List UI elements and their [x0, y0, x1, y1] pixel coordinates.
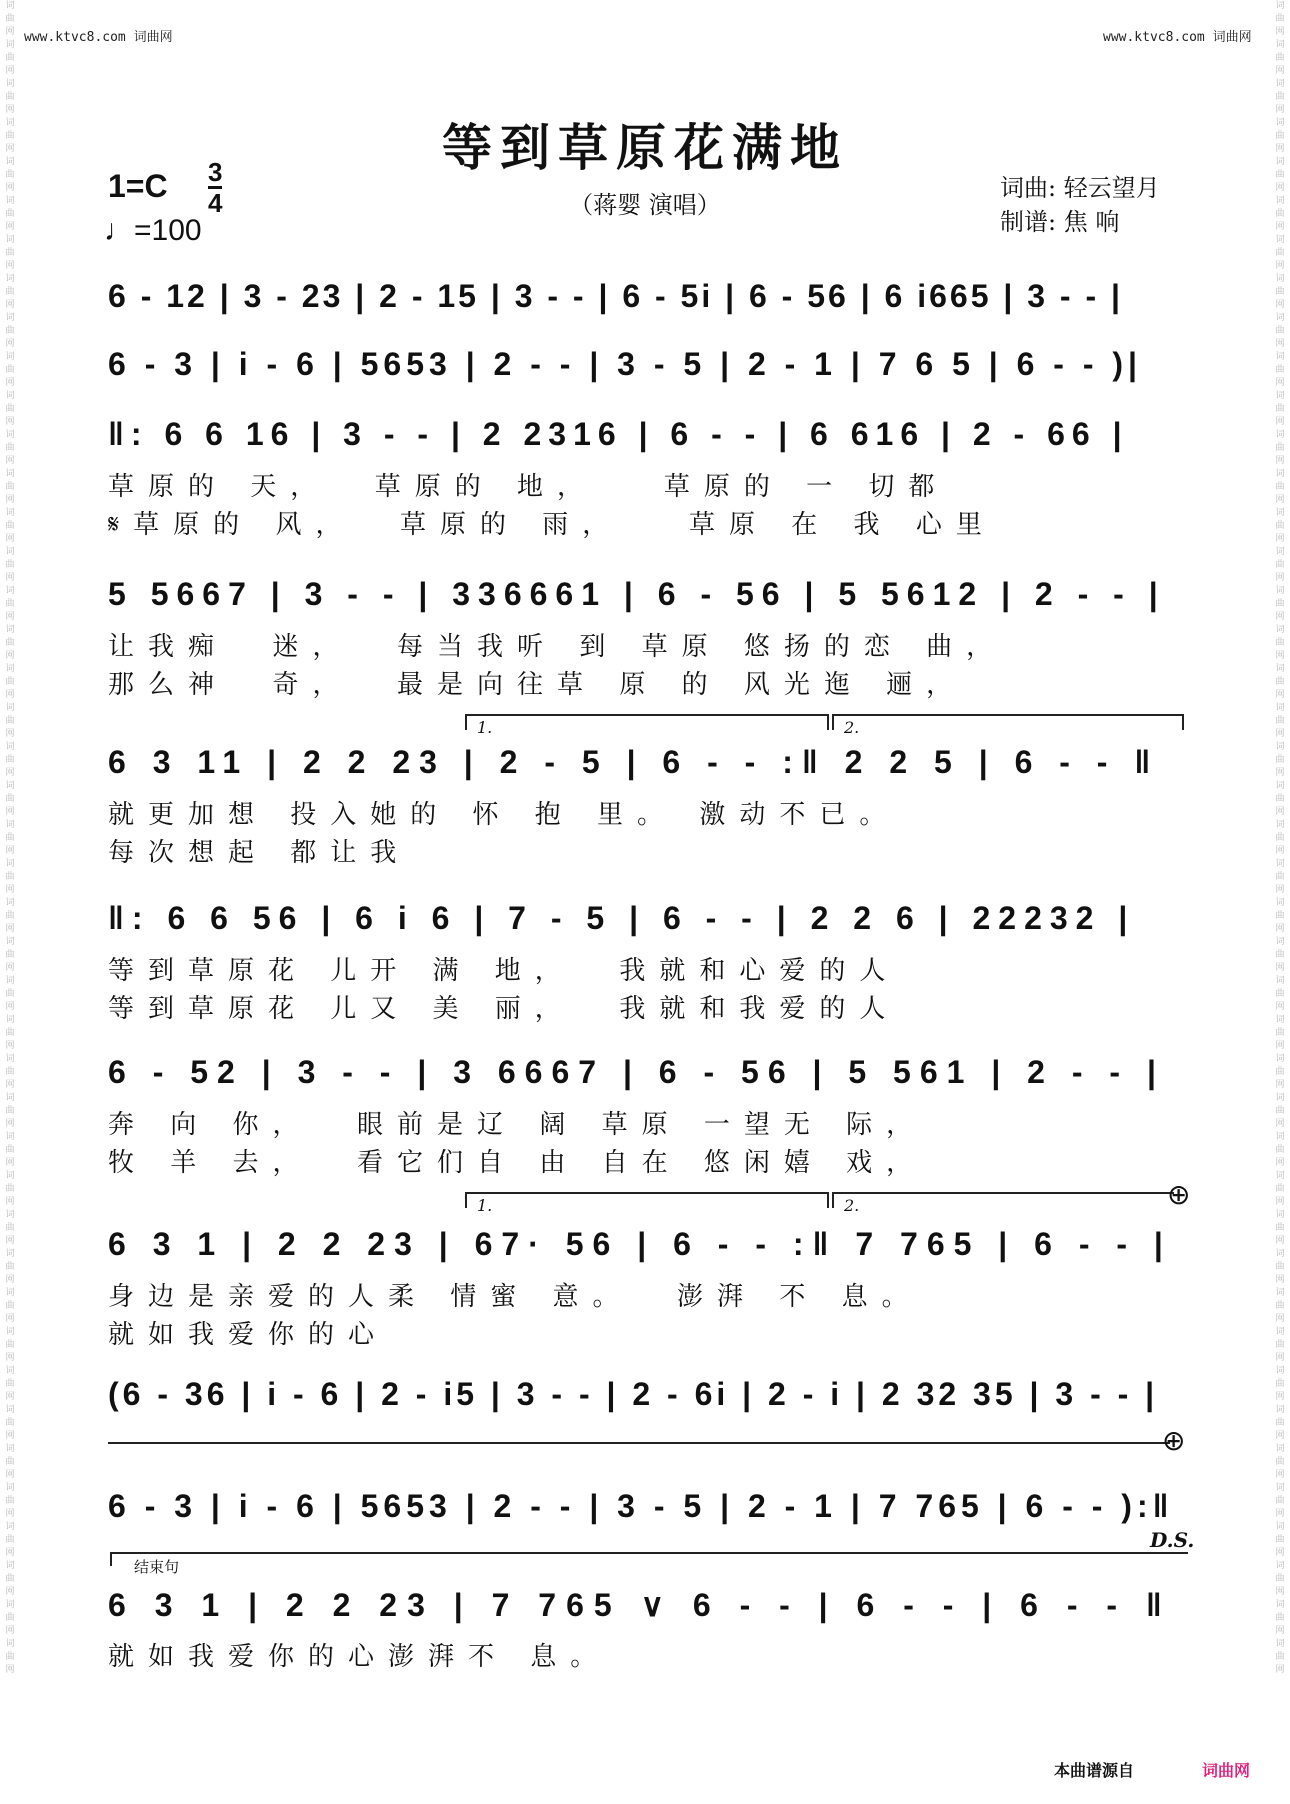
song-title: 等到草原花满地 [442, 118, 848, 177]
side-watermark-left: 词曲网词曲网词曲网词曲网词曲网词曲网词曲网词曲网词曲网词曲网词曲网词曲网词曲网词曲网词曲网词曲网词曲网词曲网词曲网词曲网词曲网词曲网词曲网词曲网词曲网词曲网词曲网词曲网词曲网词曲网词曲网词曲网词曲网词曲网词曲网词曲网词曲网词曲网词曲网词曲网词曲网词曲网词曲网 [5, 1, 15, 1675]
notation-line: 6 3 11 | 2 2 23 | 2 - 5 | 6 - - :‖ 2 2 5 | 6 - - ‖ [108, 744, 1160, 780]
notation-line: 6 - 12 | 3 - 23 | 2 - 15 | 3 - - | 6 - 5i | 6 - 56 | 6 i665 | 3 - - | [108, 278, 1123, 314]
notation-line: 6 - 3 | i - 6 | 5653 | 2 - - | 3 - 5 | 2 - 1 | 7 765 | 6 - - ):‖ [108, 1488, 1174, 1524]
coda-icon-2: ⊕ [1162, 1424, 1186, 1457]
lyric-line: 让我痴 迷， 每当我听 到 草原 悠扬的恋 曲， [108, 632, 1007, 662]
singer-credit: （蒋婴 演唱） [569, 191, 721, 219]
time-signature-bottom: 4 [208, 188, 223, 218]
volta-bracket-2 [832, 714, 1184, 737]
volta-label-2: 2. [844, 718, 860, 737]
site-watermark-left: www.ktvc8.com 词曲网 [24, 30, 173, 45]
notation-line: ‖: 6 6 56 | 6 i 6 | 7 - 5 | 6 - - | 2 2 6 | 22232 | [108, 900, 1136, 936]
volta-label-2b: 2. [844, 1196, 860, 1215]
notation-line: (6 - 36 | i - 6 | 2 - i5 | 3 - - | 2 - 6i | 2 - i | 2 32 35 | 3 - - | [108, 1376, 1159, 1412]
lyric-line: 就如我爱你的心 [108, 1320, 389, 1350]
notation-line: 6 - 3 | i - 6 | 5653 | 2 - - | 3 - 5 | 2 - 1 | 7 6 5 | 6 - - )| [108, 346, 1142, 382]
volta-bracket-1b [465, 1192, 829, 1215]
source-note: 本曲谱源自 [1054, 1761, 1135, 1780]
site-watermark-right: www.ktvc8.com 词曲网 [1103, 30, 1252, 45]
volta-label-1b: 1. [477, 1196, 493, 1215]
lyricist-credit: 词曲: 轻云望月 [1000, 174, 1160, 202]
coda-line [108, 1442, 1170, 1444]
lyric-line: 等到草原花 儿又 美 丽， 我就和我爱的人 [108, 994, 900, 1024]
lyric-line: 每次想起 都让我 [108, 838, 411, 868]
ending-bracket [110, 1552, 1188, 1576]
lyric-line: 等到草原花 儿开 满 地， 我就和心爱的人 [108, 956, 900, 986]
side-watermark-right: 词曲网词曲网词曲网词曲网词曲网词曲网词曲网词曲网词曲网词曲网词曲网词曲网词曲网词曲网词曲网词曲网词曲网词曲网词曲网词曲网词曲网词曲网词曲网词曲网词曲网词曲网词曲网词曲网词曲网词曲网词曲网词曲网词曲网词曲网词曲网词曲网词曲网词曲网词曲网词曲网词曲网词曲网词曲网 [1275, 1, 1285, 1675]
lyric-line: 那么神 奇， 最是向往草 原 的 风光迤 逦， [108, 670, 967, 700]
ds-marking: D.S. [1150, 1528, 1195, 1552]
time-signature-top: 3 [208, 157, 223, 187]
time-signature [208, 157, 223, 218]
arranger-credit: 制谱: 焦 响 [1000, 208, 1120, 236]
volta-bracket-2b [832, 1192, 1174, 1215]
source-site-link[interactable]: 词曲网 [1202, 1761, 1251, 1780]
notation-line: 6 3 1 | 2 2 23 | 7 765 ∨ 6 - - | 6 - - | 6 - - ‖ [108, 1587, 1172, 1623]
ending-label: 结束句 [134, 1558, 180, 1576]
notation-line: 6 3 1 | 2 2 23 | 67· 56 | 6 - - :‖ 7 765 | 6 - - | [108, 1226, 1172, 1262]
volta-bracket-1 [465, 714, 829, 737]
lyric-line: 奔 向 你， 眼前是辽 阔 草原 一望无 际， [108, 1110, 927, 1140]
notation-line: ‖: 6 6 16 | 3 - - | 2 2316 | 6 - - | 6 616 | 2 - 66 | [108, 416, 1129, 452]
tempo-marking [104, 214, 202, 248]
lyric-line: 草原的 天， 草原的 地， 草原的 一 切都 [108, 472, 949, 502]
lyric-line: 就如我爱你的心澎湃不 息。 [108, 1642, 611, 1672]
key-signature: 1=C [108, 168, 168, 204]
tempo-value: =100 [134, 214, 202, 247]
volta-label-1: 1. [477, 718, 493, 737]
lyric-line: 就更加想 投入她的 怀 抱 里。 激动不已。 [108, 800, 900, 830]
lyric-line: 牧 羊 去， 看它们自 由 自在 悠闲嬉 戏， [108, 1148, 927, 1178]
quarter-note-icon: ♩ [104, 214, 134, 247]
lyric-line: 𝄋草原的 风， 草原的 雨， 草原 在 我 心里 [108, 510, 996, 540]
notation-line: 5 5667 | 3 - - | 336661 | 6 - 56 | 5 5612 | 2 - - | [108, 576, 1166, 612]
coda-icon: ⊕ [1167, 1178, 1191, 1211]
notation-line: 6 - 52 | 3 - - | 3 6667 | 6 - 56 | 5 561 | 2 - - | [108, 1054, 1165, 1090]
lyric-line: 身边是亲爱的人柔 情蜜 意。 澎湃 不 息。 [108, 1282, 922, 1312]
